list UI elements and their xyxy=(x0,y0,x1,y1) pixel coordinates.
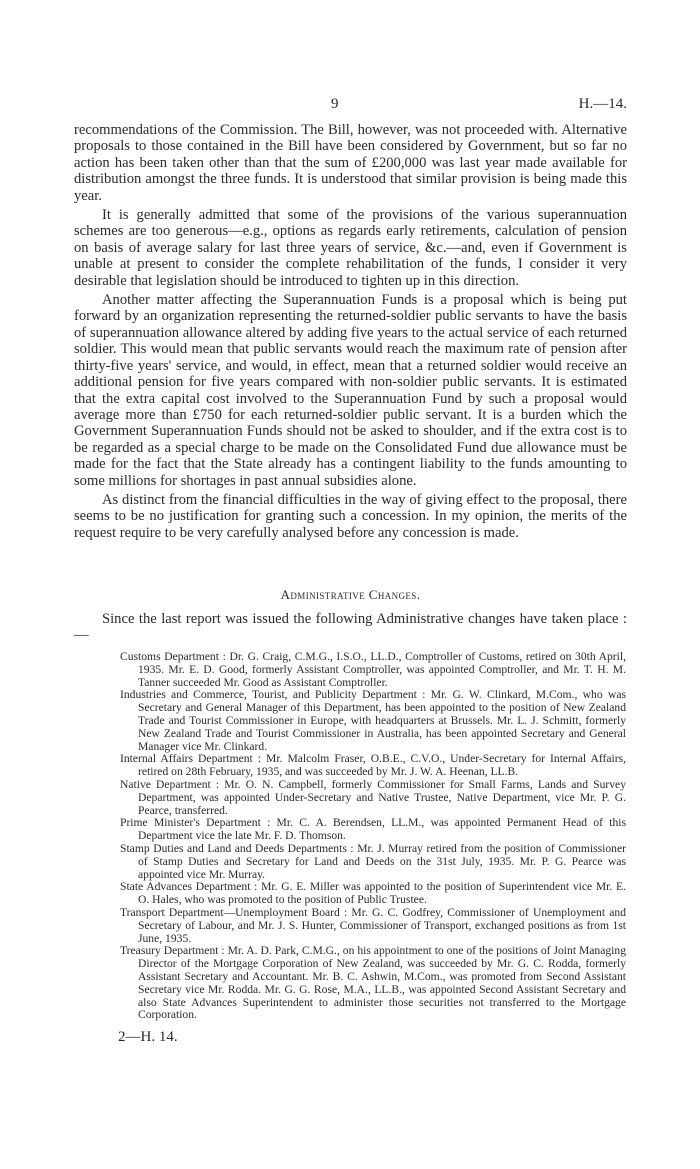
paragraph: recommendations of the Commission. The Bill, however, was not proceeded with. Alternative proposals to those contained in the Bill have been considered by Government, but so far no action has been taken other than that the sum of £200,000 was last year made available for distribution amongst the three funds. It is understood that similar provision is being made this year. xyxy=(74,122,627,204)
footer-reference: 2—H. 14. xyxy=(118,1029,178,1045)
administrative-changes-list xyxy=(120,651,626,1022)
list-item: Prime Minister's Department : Mr. C. A. Berendsen, LL.M., was appointed Permanent Head of this Department vice the late Mr. F. D. Thomson. xyxy=(120,816,626,843)
page-reference: H.—14. xyxy=(578,96,627,112)
list-item: Transport Department—Unemployment Board : Mr. G. C. Godfrey, Commissioner of Unemployment and Secretary of Labour, and Mr. J. S. Hunter, Commissioner of Transport, exchanged positions as from 1st June, 1935. xyxy=(120,905,626,945)
list-item: Treasury Department : Mr. A. D. Park, C.M.G., on his appointment to one of the positions of Joint Managing Director of the Mortgage Corporation of New Zealand, was succeeded by Mr. G. C. Rodda, formerly Assistant Secretary and Accountant. Mr. B. C. Ashwin, M.Com., was promoted from Second Assistant Secretary vice Mr. Rodda. Mr. G. G. Rose, M.A., LL.B., was appointed Second Assistant Secretary and also State Advances Superintendent to administer those securities not transferred to the Mortgage Corporation. xyxy=(120,944,626,1022)
page-number: 9 xyxy=(331,96,339,112)
list-item: Internal Affairs Department : Mr. Malcolm Fraser, O.B.E., C.V.O., Under-Secretary for Internal Affairs, retired on 28th February, 1935, and was succeeded by Mr. J. W. A. Heenan, LL.B. xyxy=(120,752,626,779)
list-item: State Advances Department : Mr. G. E. Miller was appointed to the position of Superintendent vice Mr. E. O. Hales, who was promoted to the position of Public Trustee. xyxy=(120,880,626,907)
section-heading: Administrative Changes. xyxy=(280,587,421,602)
list-item: Stamp Duties and Land and Deeds Departments : Mr. J. Murray retired from the position of Commissioner of Stamp Duties and Secretary for Land and Deeds on the 31st July, 1935. Mr. P. G. Pearce was appointed vice Mr. Murray. xyxy=(120,841,626,881)
paragraph: It is generally admitted that some of the provisions of the various superannuation schemes are too generous—e.g., options as regards early retirements, calculation of pension on basis of average salary for last three years of service, &c.—and, even if Government is unable at present to consider the complete rehabilitation of the funds, I consider it very desirable that legislation should be introduced to tighten up in this direction. xyxy=(74,207,627,289)
list-item: Industries and Commerce, Tourist, and Publicity Department : Mr. G. W. Clinkard, M.Com., who was Secretary and General Manager of this Department, has been appointed to the position of New Zealand Trade and Tourist Commissioner in Europe, with headquarters at Brussels. Mr. L. J. Schmitt, formerly New Zealand Trade and Tourist Commissioner in Australia, has been appointed Secretary and General Manager vice Mr. Clinkard. xyxy=(120,688,626,753)
list-item: Native Department : Mr. O. N. Campbell, formerly Commissioner for Small Farms, Lands and Survey Department, was appointed Under-Secretary and Native Trustee, Native Department, vice Mr. P. G. Pearce, transferred. xyxy=(120,777,626,817)
paragraph: As distinct from the financial difficulties in the way of giving effect to the proposal, there seems to be no justification for granting such a concession. In my opinion, the merits of the request require to be very carefully analysed before any concession is made. xyxy=(74,491,627,541)
list-item: Customs Department : Dr. G. Craig, C.M.G., I.S.O., LL.D., Comptroller of Customs, retired on 30th April, 1935. Mr. E. D. Good, formerly Assistant Comptroller, was appointed Comptroller, and Mr. T. H. M. Tanner succeeded Mr. Good as Assistant Comptroller. xyxy=(120,650,626,689)
section-intro: Since the last report was issued the following Administrative changes have taken place :— xyxy=(74,611,627,644)
body-text xyxy=(74,122,627,544)
paragraph: Another matter affecting the Superannuation Funds is a proposal which is being put forward by an organization representing the returned-soldier public servants to have the basis of superannuation allowance altered by adding five years to the actual service of each returned soldier. This would mean that public servants would reach the maximum rate of pension after thirty-five years' service, and would, in effect, mean that a returned soldier would receive an additional pension for five years compared with non-soldier public servants. It is estimated that the extra capital cost involved to the Superannuation Fund by such a proposal would average more than £750 for each returned-soldier public servant. It is a burden which the Government Superannuation Funds should not be asked to shoulder, and if the extra cost is to be regarded as a special charge to be made on the Consolidated Fund due allowance must be made for the fact that the State already has a contingent liability to the funds amounting to some millions for shortages in past annual subsidies alone. xyxy=(74,292,627,489)
